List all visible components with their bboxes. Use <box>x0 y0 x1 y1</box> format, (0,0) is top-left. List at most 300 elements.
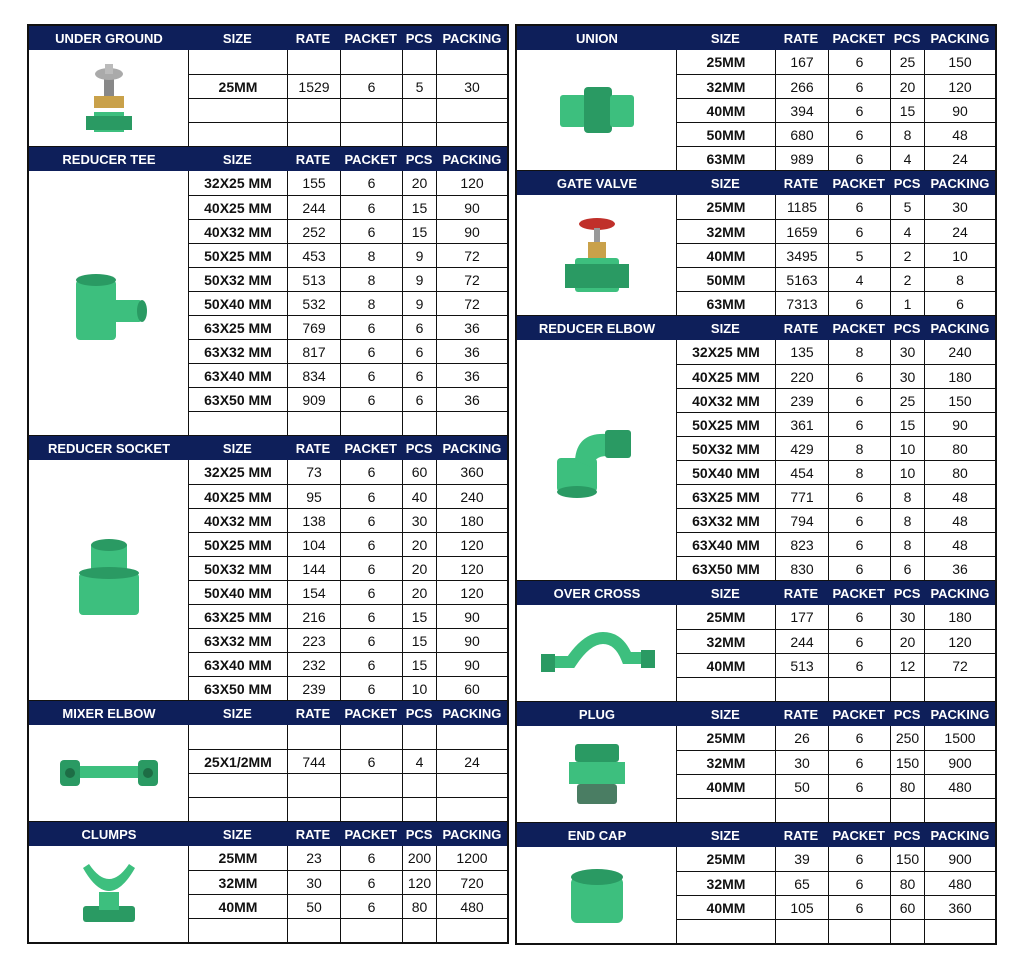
table-row <box>677 98 995 122</box>
table-row <box>677 195 995 219</box>
packing-cell: 480 <box>924 872 995 895</box>
packet-cell: 6 <box>828 896 890 919</box>
pcs-cell: 1 <box>890 292 924 315</box>
size-cell: 50MM <box>706 126 746 143</box>
size-cell: 25MM <box>706 609 746 625</box>
packet-cell: 8 <box>828 437 890 460</box>
pcs-cell: 8 <box>890 533 924 556</box>
packing-cell: 180 <box>436 509 507 532</box>
table-row <box>189 98 507 122</box>
column-header-size: SIZE <box>676 171 774 195</box>
packet-cell: 6 <box>340 605 402 628</box>
product-name: PLUG <box>517 702 676 726</box>
packing-cell: 120 <box>436 557 507 580</box>
rate-cell <box>775 920 828 943</box>
pcs-cell: 2 <box>890 268 924 291</box>
packing-cell: 120 <box>436 581 507 604</box>
packing-cell <box>436 99 507 122</box>
packet-cell: 6 <box>828 630 890 653</box>
pcs-cell: 8 <box>890 123 924 146</box>
column-header-size: SIZE <box>188 436 286 460</box>
packing-cell <box>924 920 995 943</box>
column-header-pcs: PCS <box>401 822 436 846</box>
column-header-size: SIZE <box>676 26 774 50</box>
column-header-rate: RATE <box>774 26 827 50</box>
rate-cell: 769 <box>287 316 340 339</box>
size-cell: 50X40 MM <box>204 584 272 601</box>
pcs-cell <box>890 920 924 943</box>
column-header-size: SIZE <box>676 581 774 605</box>
pcs-cell: 8 <box>890 485 924 508</box>
packing-cell: 10 <box>924 244 995 267</box>
rate-cell: 989 <box>775 147 828 170</box>
column-header-packing: PACKING <box>436 26 507 50</box>
rate-cell: 834 <box>287 364 340 387</box>
packing-cell: 90 <box>436 605 507 628</box>
product-section-gate-valve <box>517 170 995 315</box>
table-row <box>677 726 995 750</box>
size-cell: 40X32 MM <box>692 392 760 409</box>
size-cell: 32X25 MM <box>692 344 760 360</box>
column-header-packet: PACKET <box>339 822 401 846</box>
packing-cell: 360 <box>436 460 507 484</box>
pcs-cell <box>402 798 436 821</box>
rate-cell: 794 <box>775 509 828 532</box>
pcs-cell: 10 <box>402 677 436 700</box>
packing-cell: 120 <box>436 533 507 556</box>
product-section-reducer-elbow <box>517 315 995 580</box>
size-cell: 50X25 MM <box>692 416 760 433</box>
size-cell: 50X32 MM <box>204 271 272 288</box>
product-section-mixer-elbow <box>29 700 507 821</box>
column-header-packet: PACKET <box>339 147 401 171</box>
size-cell <box>189 412 287 435</box>
section-header <box>29 26 507 50</box>
packing-cell <box>436 123 507 146</box>
size-cell: 50X25 MM <box>204 247 272 264</box>
table-row <box>677 436 995 460</box>
size-cell: 50MM <box>706 271 746 288</box>
rate-cell: 1529 <box>287 75 340 98</box>
packet-cell: 6 <box>340 533 402 556</box>
size-cell: 25MM <box>218 78 258 95</box>
size-cell: 50X40 MM <box>204 295 272 312</box>
packet-cell: 5 <box>828 244 890 267</box>
table-row <box>677 895 995 919</box>
table-row <box>189 315 507 339</box>
rate-cell: 39 <box>775 847 828 871</box>
table-row <box>677 484 995 508</box>
product-name: REDUCER ELBOW <box>517 316 676 340</box>
pcs-cell: 4 <box>890 147 924 170</box>
packing-cell: 48 <box>924 485 995 508</box>
packet-cell: 6 <box>828 75 890 98</box>
rate-cell: 244 <box>775 630 828 653</box>
column-header-packet: PACKET <box>827 171 889 195</box>
pcs-cell: 200 <box>402 846 436 870</box>
pcs-cell: 6 <box>890 557 924 580</box>
size-cell: 25MM <box>706 730 746 746</box>
table-row <box>677 532 995 556</box>
table-row <box>189 243 507 267</box>
size-cell: 32MM <box>706 875 746 892</box>
table-row <box>189 74 507 98</box>
pcs-cell: 15 <box>402 653 436 676</box>
rate-cell: 680 <box>775 123 828 146</box>
packing-cell: 360 <box>924 896 995 919</box>
packing-cell: 90 <box>924 99 995 122</box>
column-header-pcs: PCS <box>889 316 924 340</box>
packet-cell: 6 <box>828 533 890 556</box>
size-cell <box>189 725 287 749</box>
pcs-cell: 9 <box>402 244 436 267</box>
table-row <box>677 750 995 774</box>
packing-cell <box>436 774 507 797</box>
packet-cell: 6 <box>340 871 402 894</box>
table-row <box>677 871 995 895</box>
packing-cell: 36 <box>924 557 995 580</box>
rate-cell: 266 <box>775 75 828 98</box>
rate-cell: 23 <box>287 846 340 870</box>
pcs-cell <box>402 725 436 749</box>
table-row <box>189 508 507 532</box>
size-cell <box>677 799 775 822</box>
size-cell: 50X40 MM <box>692 464 760 481</box>
size-cell: 63MM <box>706 150 746 167</box>
product-section-under-ground <box>29 26 507 146</box>
table-row <box>189 267 507 291</box>
pcs-cell: 10 <box>890 461 924 484</box>
column-header-rate: RATE <box>774 316 827 340</box>
packing-cell: 480 <box>924 775 995 798</box>
packing-cell: 24 <box>436 750 507 773</box>
size-cell: 63X50 MM <box>204 391 272 408</box>
packing-cell: 150 <box>924 50 995 74</box>
packet-cell: 6 <box>340 460 402 484</box>
product-name: OVER CROSS <box>517 581 676 605</box>
rate-cell <box>287 919 340 942</box>
pcs-cell: 30 <box>890 365 924 388</box>
product-name: MIXER ELBOW <box>29 701 188 725</box>
table-row <box>677 122 995 146</box>
packet-cell: 8 <box>340 268 402 291</box>
rate-cell: 154 <box>287 581 340 604</box>
packet-cell: 6 <box>340 340 402 363</box>
column-header-packing: PACKING <box>924 823 995 847</box>
over-cross-icon <box>517 605 677 701</box>
packet-cell: 6 <box>828 50 890 74</box>
packing-cell: 150 <box>924 389 995 412</box>
product-section-clumps <box>29 821 507 942</box>
packing-cell <box>436 50 507 74</box>
pcs-cell: 25 <box>890 389 924 412</box>
size-cell <box>189 919 287 942</box>
packet-cell <box>828 920 890 943</box>
table-row <box>189 339 507 363</box>
column-header-rate: RATE <box>286 701 339 725</box>
size-cell: 40MM <box>706 102 746 119</box>
column-header-size: SIZE <box>188 822 286 846</box>
table-row <box>677 388 995 412</box>
table-row <box>677 605 995 629</box>
packet-cell: 6 <box>340 220 402 243</box>
pcs-cell: 40 <box>402 485 436 508</box>
rate-cell: 138 <box>287 509 340 532</box>
pcs-cell: 9 <box>402 268 436 291</box>
rate-cell <box>287 123 340 146</box>
rate-cell: 239 <box>775 389 828 412</box>
pcs-cell: 10 <box>890 437 924 460</box>
packing-cell: 6 <box>924 292 995 315</box>
rate-cell: 513 <box>775 654 828 677</box>
rate-cell: 5163 <box>775 268 828 291</box>
pcs-cell: 15 <box>890 413 924 436</box>
table-row <box>677 340 995 364</box>
table-row <box>189 676 507 700</box>
size-cell: 25MM <box>706 199 746 215</box>
table-row <box>189 846 507 870</box>
size-cell: 63X32 MM <box>204 343 272 360</box>
packet-cell: 4 <box>828 268 890 291</box>
packing-cell <box>924 799 995 822</box>
packet-cell: 6 <box>340 581 402 604</box>
size-cell: 32X25 MM <box>204 464 272 480</box>
table-row <box>189 773 507 797</box>
table-row <box>189 628 507 652</box>
packet-cell: 6 <box>828 726 890 750</box>
size-cell <box>677 678 775 701</box>
table-row <box>189 460 507 484</box>
packing-cell: 480 <box>436 895 507 918</box>
pcs-cell: 150 <box>890 751 924 774</box>
column-header-pcs: PCS <box>401 701 436 725</box>
packing-cell: 900 <box>924 847 995 871</box>
rate-cell: 513 <box>287 268 340 291</box>
packet-cell: 6 <box>340 388 402 411</box>
rate-cell <box>287 774 340 797</box>
table-row <box>189 171 507 195</box>
underground-valve-icon <box>29 50 189 146</box>
packing-cell: 90 <box>924 413 995 436</box>
packet-cell <box>828 678 890 701</box>
rate-cell <box>775 799 828 822</box>
size-cell: 63X40 MM <box>204 367 272 384</box>
pcs-cell: 15 <box>402 220 436 243</box>
size-cell: 63X40 MM <box>692 536 760 553</box>
column-header-rate: RATE <box>774 581 827 605</box>
column-header-packet: PACKET <box>339 26 401 50</box>
column-header-packet: PACKET <box>339 701 401 725</box>
column-header-packing: PACKING <box>436 436 507 460</box>
column-header-pcs: PCS <box>889 702 924 726</box>
rate-cell <box>287 99 340 122</box>
product-name: UNDER GROUND <box>29 26 188 50</box>
table-row <box>189 797 507 821</box>
packing-cell: 90 <box>436 196 507 219</box>
gate-valve-icon <box>517 195 677 315</box>
section-header <box>517 823 995 847</box>
size-cell: 32MM <box>706 633 746 650</box>
packet-cell: 6 <box>340 677 402 700</box>
packing-cell: 24 <box>924 220 995 243</box>
packet-cell: 6 <box>828 847 890 871</box>
size-cell: 32X25 MM <box>204 175 272 191</box>
size-cell: 25MM <box>706 851 746 867</box>
size-cell: 63X25 MM <box>204 608 272 625</box>
rate-cell: 144 <box>287 557 340 580</box>
rate-cell: 135 <box>775 340 828 364</box>
product-section-reducer-tee <box>29 146 507 435</box>
rate-cell: 532 <box>287 292 340 315</box>
column-header-packing: PACKING <box>436 822 507 846</box>
size-cell: 63X50 MM <box>204 680 272 697</box>
size-cell: 63X25 MM <box>204 319 272 336</box>
packet-cell <box>340 774 402 797</box>
packet-cell: 6 <box>828 365 890 388</box>
rate-cell: 7313 <box>775 292 828 315</box>
product-section-end-cap <box>517 822 995 943</box>
size-cell: 63X40 MM <box>204 656 272 673</box>
column-header-size: SIZE <box>188 26 286 50</box>
packet-cell <box>340 123 402 146</box>
table-row <box>189 484 507 508</box>
column-header-size: SIZE <box>676 702 774 726</box>
pcs-cell <box>402 919 436 942</box>
pcs-cell <box>402 412 436 435</box>
section-header <box>29 701 507 725</box>
size-cell: 32MM <box>706 78 746 95</box>
packing-cell: 90 <box>436 653 507 676</box>
size-cell: 63X50 MM <box>692 560 760 577</box>
rate-cell: 26 <box>775 726 828 750</box>
pcs-cell: 9 <box>402 292 436 315</box>
product-name: UNION <box>517 26 676 50</box>
rate-cell: 155 <box>287 171 340 195</box>
rate-cell: 394 <box>775 99 828 122</box>
rate-cell: 744 <box>287 750 340 773</box>
pcs-cell: 4 <box>402 750 436 773</box>
column-header-pcs: PCS <box>889 581 924 605</box>
rate-cell <box>287 50 340 74</box>
product-section-plug <box>517 701 995 822</box>
packing-cell: 36 <box>436 388 507 411</box>
packet-cell <box>340 919 402 942</box>
column-header-size: SIZE <box>188 147 286 171</box>
rate-cell: 73 <box>287 460 340 484</box>
packet-cell: 6 <box>828 123 890 146</box>
packing-cell: 720 <box>436 871 507 894</box>
packet-cell: 6 <box>340 75 402 98</box>
rate-cell: 909 <box>287 388 340 411</box>
pcs-cell: 120 <box>402 871 436 894</box>
packet-cell <box>340 412 402 435</box>
pcs-cell: 6 <box>402 340 436 363</box>
packing-cell: 240 <box>924 340 995 364</box>
column-header-pcs: PCS <box>889 171 924 195</box>
packing-cell: 60 <box>436 677 507 700</box>
column-header-packing: PACKING <box>436 147 507 171</box>
pcs-cell: 5 <box>890 195 924 219</box>
size-cell: 50X25 MM <box>204 536 272 553</box>
packet-cell: 6 <box>340 846 402 870</box>
packing-cell: 80 <box>924 437 995 460</box>
packing-cell <box>436 725 507 749</box>
rate-cell: 223 <box>287 629 340 652</box>
size-cell: 63MM <box>706 295 746 312</box>
pcs-cell <box>402 774 436 797</box>
table-row <box>189 749 507 773</box>
packet-cell <box>340 99 402 122</box>
table-row <box>189 122 507 146</box>
column-header-rate: RATE <box>774 823 827 847</box>
size-cell: 40X32 MM <box>204 223 272 240</box>
size-cell: 40MM <box>706 657 746 674</box>
pcs-cell: 80 <box>890 872 924 895</box>
table-row <box>677 919 995 943</box>
rate-cell: 429 <box>775 437 828 460</box>
packing-cell: 240 <box>436 485 507 508</box>
pcs-cell: 15 <box>402 196 436 219</box>
table-row <box>677 629 995 653</box>
rate-cell: 216 <box>287 605 340 628</box>
product-name: REDUCER SOCKET <box>29 436 188 460</box>
column-header-rate: RATE <box>774 171 827 195</box>
left-price-column <box>27 24 509 944</box>
packing-cell: 8 <box>924 268 995 291</box>
size-cell: 40X32 MM <box>204 512 272 529</box>
table-row <box>677 219 995 243</box>
size-cell: 40MM <box>706 778 746 795</box>
packet-cell: 6 <box>340 364 402 387</box>
product-name: CLUMPS <box>29 822 188 846</box>
rate-cell: 104 <box>287 533 340 556</box>
packet-cell: 6 <box>828 147 890 170</box>
pcs-cell <box>890 678 924 701</box>
pcs-cell: 5 <box>402 75 436 98</box>
pcs-cell: 30 <box>402 509 436 532</box>
size-cell: 25X1/2MM <box>204 753 272 770</box>
column-header-pcs: PCS <box>401 436 436 460</box>
table-row <box>189 604 507 628</box>
table-row <box>677 267 995 291</box>
packing-cell: 1200 <box>436 846 507 870</box>
packet-cell: 6 <box>340 750 402 773</box>
size-cell: 40X25 MM <box>204 488 272 505</box>
table-row <box>189 532 507 556</box>
packet-cell: 6 <box>828 509 890 532</box>
column-header-rate: RATE <box>286 26 339 50</box>
table-row <box>189 195 507 219</box>
column-header-packing: PACKING <box>924 581 995 605</box>
table-row <box>189 870 507 894</box>
column-header-rate: RATE <box>286 822 339 846</box>
rate-cell: 830 <box>775 557 828 580</box>
table-row <box>677 653 995 677</box>
packet-cell: 6 <box>828 751 890 774</box>
table-row <box>189 411 507 435</box>
size-cell: 63X32 MM <box>204 632 272 649</box>
column-header-packet: PACKET <box>827 823 889 847</box>
packing-cell: 90 <box>436 629 507 652</box>
pcs-cell: 2 <box>890 244 924 267</box>
pcs-cell: 80 <box>402 895 436 918</box>
packing-cell: 180 <box>924 605 995 629</box>
rate-cell: 1659 <box>775 220 828 243</box>
pcs-cell: 15 <box>890 99 924 122</box>
packing-cell: 80 <box>924 461 995 484</box>
product-section-reducer-socket <box>29 435 507 700</box>
pcs-cell: 250 <box>890 726 924 750</box>
